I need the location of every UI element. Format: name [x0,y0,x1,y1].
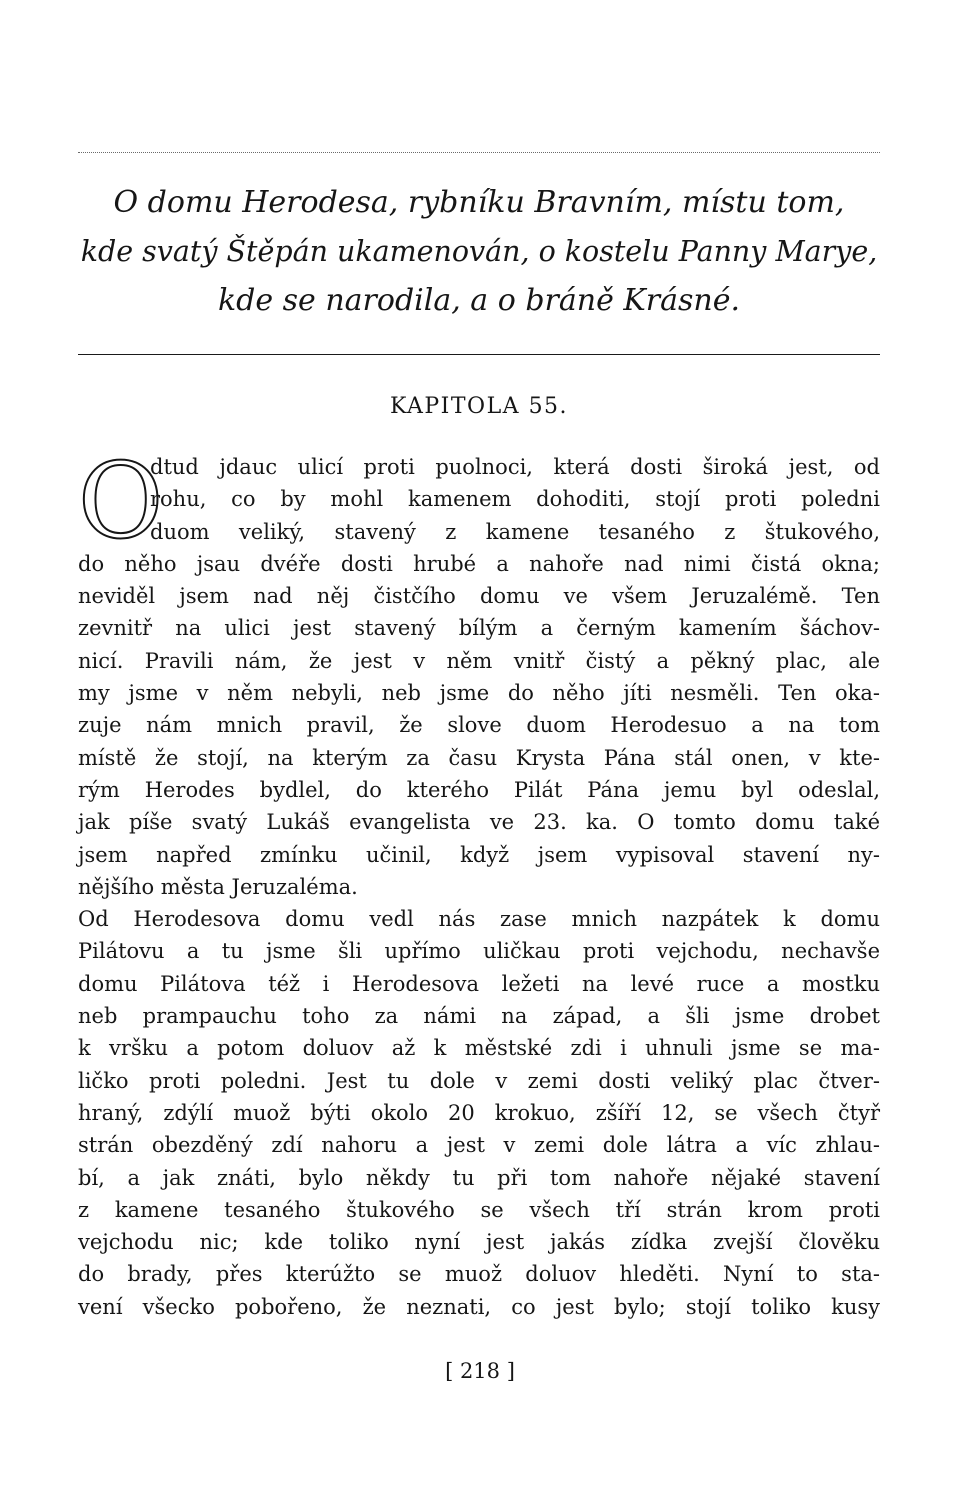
heading-line: kde se narodila, a o bráně Krásné. [217,283,741,318]
text-line: Pilátovu a tu jsme šli upřímo uličkau proti vejchodu, nechavše [78,939,880,964]
text-line: z kamene tesaného štukového se všech tří strán krom proti [78,1197,880,1222]
text-line: do brady, přes kterúžto se muož doluov hleděti. Nyní to sta- [78,1262,880,1287]
text-line: my jsme v něm nebyli, neb jsme do něho jíti nesměli. Ten oka- [78,681,880,706]
body-text [78,440,880,1323]
heading-line: O domu Herodesa, rybníku Bravním, místu tom, [113,185,845,220]
text-line: rohu, co by mohl kamenem dohoditi, stojí proti poledni [150,487,880,512]
text-line: domu Pilátova též i Herodesova ležeti na levé ruce a mostku [78,971,880,996]
text-line: Od Herodesova domu vedl nás zase mnich nazpátek k domu [78,907,880,932]
heading-line: kde svatý Štěpán ukamenován, o kostelu Panny Marye, [80,235,878,268]
chapter-number: KAPITOLA 55. [389,394,569,419]
heading-rule [78,354,880,355]
text-line: rým Herodes bydlel, do kterého Pilát Pána jemu byl odeslal, [78,777,880,802]
text-line: bí, a jak znáti, bylo někdy tu při tom nahoře nějaké stavení [78,1165,880,1190]
text-line: ličko proti poledni. Jest tu dole v zemi dosti veliký plac čtver- [78,1068,880,1093]
text-line: vejchodu nic; kde toliko nyní jest jakás zídka zvejší člověku [78,1230,880,1255]
text-line: hraný, zdýlí muož býti okolo 20 krokuo, zšíří 12, se všech čtyř [78,1100,880,1125]
page-number: [ 218 ] [445,1359,515,1383]
drop-cap: O [78,440,164,562]
text-line: neb prampauchu toho za námi na západ, a šli jsme drobet [78,1004,880,1029]
top-rule [78,152,880,153]
text-line: k vršku a potom doluov až k městské zdi i uhnuli jsme se ma- [78,1036,880,1061]
text-line: zuje nám mnich pravil, že slove duom Herodesuo a na tom [78,713,880,738]
text-line: zevnitř na ulici jest stavený bílým a černým kamením šáchov- [78,616,880,641]
text-line: dtud jdauc ulicí proti puolnoci, která dosti široká jest, od [150,455,880,479]
text-line: vení všecko pobořeno, že neznati, co jest bylo; stojí toliko kusy [78,1294,880,1319]
text-line: nějšího města Jeruzaléma. [78,874,358,899]
text-line: do něho jsau dvéře dosti hrubé a nahoře nad nimi čistá okna; [78,551,880,576]
text-line: neviděl jsem nad něj čistčího domu ve všem Jeruzalémě. Ten [78,584,880,609]
text-line: strán obezděný zdí nahoru a jest v zemi dole látra a víc zhlau- [78,1133,880,1158]
text-line: duom veliký, stavený z kamene tesaného z štukového, [150,519,880,544]
text-line: místě že stojí, na kterým za času Krysta Pána stál onen, v kte- [78,745,880,770]
text-line: jsem napřed zmínku učinil, když jsem vypisoval stavení ny- [78,842,880,867]
chapter-heading [78,178,880,325]
text-line: jak píše svatý Lukáš evangelista ve 23. ka. O tomto domu také [78,810,880,835]
text-line: nicí. Pravili nám, že jest v něm vnitř čistý a pěkný plac, ale [78,648,880,673]
